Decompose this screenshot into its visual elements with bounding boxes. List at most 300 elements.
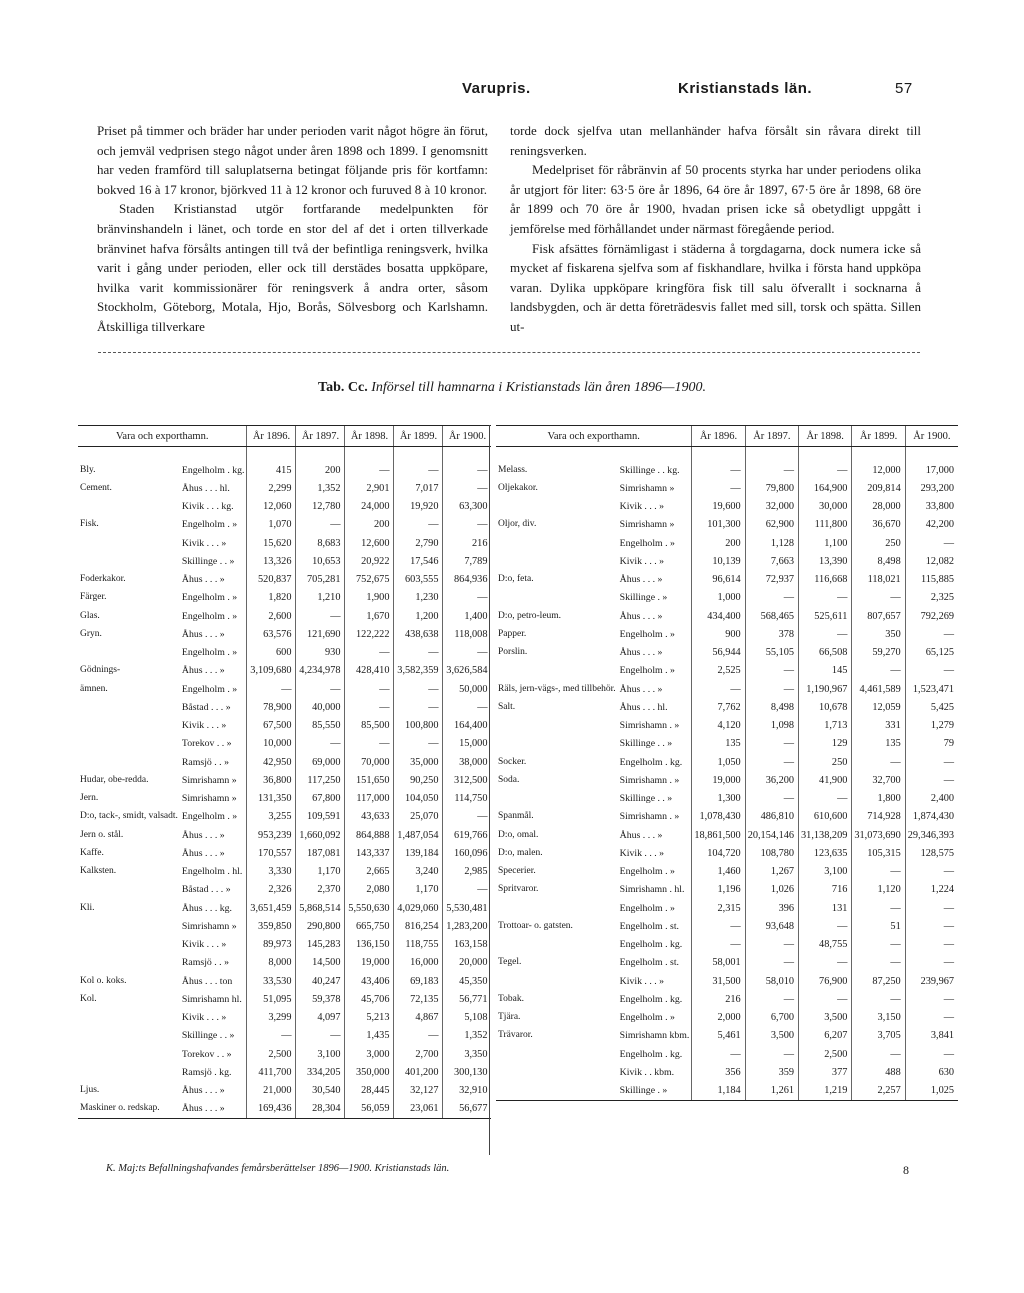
value-cell: 1,713 xyxy=(799,717,852,735)
value-cell: — xyxy=(345,698,394,716)
value-cell: 200 xyxy=(345,516,394,534)
spacer-cell xyxy=(443,447,492,462)
value-cell: 164,900 xyxy=(799,479,852,497)
value-cell: — xyxy=(905,990,958,1008)
value-cell: 56,677 xyxy=(443,1100,492,1119)
table-row xyxy=(496,516,958,534)
value-cell: 36,200 xyxy=(745,771,798,789)
value-cell: 145 xyxy=(799,662,852,680)
table-row xyxy=(78,936,491,954)
value-cell: 665,750 xyxy=(345,917,394,935)
goods-cell: D:o, feta. xyxy=(498,574,534,585)
value-cell: — xyxy=(852,990,905,1008)
table-row xyxy=(78,881,491,899)
value-cell: 600 xyxy=(247,644,296,662)
table-row xyxy=(78,607,491,625)
table-row xyxy=(496,863,958,881)
goods-cell: Gödnings- xyxy=(80,665,121,676)
table-row xyxy=(496,936,958,954)
table-row xyxy=(496,808,958,826)
value-cell: — xyxy=(745,589,798,607)
port-cell: Engelholm . st. xyxy=(619,920,679,932)
value-cell: 128,575 xyxy=(905,844,958,862)
value-cell: 4,234,978 xyxy=(296,662,345,680)
value-cell: 32,127 xyxy=(394,1082,443,1100)
value-cell: 3,100 xyxy=(799,863,852,881)
port-cell: Skillinge . » xyxy=(618,1082,692,1101)
value-cell: — xyxy=(852,589,905,607)
port-cell: Engelholm . » xyxy=(619,537,675,549)
value-cell: 28,304 xyxy=(296,1100,345,1119)
value-cell: 72,937 xyxy=(745,571,798,589)
value-cell: — xyxy=(247,1027,296,1045)
value-cell: 716 xyxy=(799,881,852,899)
goods-cell xyxy=(496,589,618,607)
value-cell: — xyxy=(905,662,958,680)
table-row xyxy=(496,607,958,625)
value-cell: — xyxy=(296,1027,345,1045)
value-cell: 48,755 xyxy=(799,936,852,954)
paragraph: Medelpriset för råbränvin af 50 procents styrka har under periodens olika år utgjort för liter: 63·5 öre år 1896, 64 öre år 1897, 67·5 öre år 1898, 68 öre år 1899 och 70 öre år 1900, hvadan prisen icke så obetydligt uppgått i jemförelse med förhållandet under närmast föregående period. xyxy=(510,162,921,236)
value-cell: 3,299 xyxy=(247,1009,296,1027)
value-cell: 12,059 xyxy=(852,698,905,716)
value-cell: 2,299 xyxy=(247,479,296,497)
goods-cell xyxy=(496,899,618,917)
value-cell: 2,326 xyxy=(247,881,296,899)
value-cell: 428,410 xyxy=(345,662,394,680)
value-cell: 19,920 xyxy=(394,498,443,516)
spacer-row xyxy=(78,447,491,462)
goods-cell xyxy=(78,735,180,753)
value-cell: 807,657 xyxy=(852,607,905,625)
table-row xyxy=(496,644,958,662)
value-cell: 705,281 xyxy=(296,571,345,589)
value-cell: 6,700 xyxy=(745,1009,798,1027)
goods-cell: Oljekakor. xyxy=(498,482,538,493)
value-cell: 12,060 xyxy=(247,498,296,516)
port-cell: Kivik . . . » xyxy=(619,555,665,567)
value-cell: 18,861,500 xyxy=(692,826,745,844)
value-cell: 170,557 xyxy=(247,844,296,862)
paragraph: torde dock sjelfva utan mellanhänder hafva försålt sin råvara direkt till reningsverken. xyxy=(510,123,921,158)
value-cell: — xyxy=(852,936,905,954)
value-cell: 3,350 xyxy=(443,1045,492,1063)
goods-cell: D:o, tack-, smidt, valsadt. xyxy=(80,811,178,822)
goods-cell: Trottoar- o. gatsten. xyxy=(498,920,573,931)
table-row xyxy=(78,1063,491,1081)
value-cell: 17,000 xyxy=(905,461,958,479)
table-row xyxy=(78,534,491,552)
value-cell: 19,000 xyxy=(345,954,394,972)
col-header-1899: År 1899. xyxy=(852,426,905,447)
value-cell: 136,150 xyxy=(345,936,394,954)
value-cell: 42,950 xyxy=(247,753,296,771)
value-cell: 250 xyxy=(852,534,905,552)
value-cell: — xyxy=(692,917,745,935)
value-cell: — xyxy=(799,790,852,808)
table-row xyxy=(78,826,491,844)
port-cell: Engelholm . st. xyxy=(619,957,679,969)
table-row xyxy=(496,680,958,698)
value-cell: 1,670 xyxy=(345,607,394,625)
table-row xyxy=(78,808,491,826)
table-row xyxy=(78,863,491,881)
paragraph: Fisk afsättes förnämligast i städerna å torgdagarna, dock numera icke så mycket af fiskarena sjelfva som af fiskhandlare, hvilka i första hand uppköpa varan. Dylika uppköpare kringföra fisk till salu öfverallt i socknarna å landsbygden, och är detta företrädesvis fallet med sill, torsk och spätta. Sillen ut- xyxy=(510,240,921,334)
value-cell: 30,000 xyxy=(799,498,852,516)
value-cell: 200 xyxy=(296,461,345,479)
table-row xyxy=(496,899,958,917)
value-cell: 350 xyxy=(852,625,905,643)
value-cell: 21,000 xyxy=(247,1082,296,1100)
value-cell: 139,184 xyxy=(394,844,443,862)
value-cell: 5,550,630 xyxy=(345,899,394,917)
value-cell: 300,130 xyxy=(443,1063,492,1081)
value-cell: — xyxy=(394,735,443,753)
value-cell: 568,465 xyxy=(745,607,798,625)
value-cell: — xyxy=(296,607,345,625)
value-cell: 10,678 xyxy=(799,698,852,716)
value-cell: — xyxy=(345,680,394,698)
value-cell: 56,059 xyxy=(345,1100,394,1119)
table-row xyxy=(496,534,958,552)
left-table xyxy=(78,425,491,1119)
value-cell: 151,650 xyxy=(345,771,394,789)
goods-cell: Spritvaror. xyxy=(498,884,539,895)
value-cell: 610,600 xyxy=(799,808,852,826)
right-table xyxy=(496,425,958,1101)
value-cell: 23,061 xyxy=(394,1100,443,1119)
value-cell: — xyxy=(443,461,492,479)
port-cell: Kivik . . . » xyxy=(619,501,665,513)
goods-cell xyxy=(78,717,180,735)
value-cell: 1,279 xyxy=(905,717,958,735)
value-cell: 520,837 xyxy=(247,571,296,589)
port-cell: Torekov . . » xyxy=(181,1048,232,1060)
value-cell: 1,210 xyxy=(296,589,345,607)
table-row xyxy=(496,735,958,753)
port-cell: Engelholm . » xyxy=(619,1012,675,1024)
value-cell: — xyxy=(345,461,394,479)
table-row xyxy=(78,771,491,789)
value-cell: 3,109,680 xyxy=(247,662,296,680)
goods-cell xyxy=(496,534,618,552)
value-cell: 5,868,514 xyxy=(296,899,345,917)
value-cell: 90,250 xyxy=(394,771,443,789)
value-cell: 3,150 xyxy=(852,1009,905,1027)
value-cell: — xyxy=(852,662,905,680)
value-cell: 160,096 xyxy=(443,844,492,862)
port-cell: Engelholm . » xyxy=(181,519,238,531)
port-cell: Simrishamn » xyxy=(181,774,237,786)
value-cell: 7,762 xyxy=(692,698,745,716)
value-cell: 117,000 xyxy=(345,790,394,808)
value-cell: 114,750 xyxy=(443,790,492,808)
table-row xyxy=(78,735,491,753)
value-cell: 930 xyxy=(296,644,345,662)
port-cell: Kivik . . kbm. xyxy=(619,1066,675,1078)
goods-cell xyxy=(496,790,618,808)
col-header-1896: År 1896. xyxy=(692,426,745,447)
table-row xyxy=(496,589,958,607)
value-cell: 714,928 xyxy=(852,808,905,826)
value-cell: 1,026 xyxy=(745,881,798,899)
table-row xyxy=(78,589,491,607)
value-cell: 2,500 xyxy=(799,1045,852,1063)
value-cell: 1,820 xyxy=(247,589,296,607)
value-cell: 62,900 xyxy=(745,516,798,534)
value-cell: — xyxy=(345,735,394,753)
goods-cell: Kaffe. xyxy=(80,847,104,858)
port-cell: Kivik . . . » xyxy=(181,1012,227,1024)
value-cell: 8,498 xyxy=(852,552,905,570)
value-cell: 163,158 xyxy=(443,936,492,954)
value-cell: 31,073,690 xyxy=(852,826,905,844)
value-cell: 8,000 xyxy=(247,954,296,972)
col-header-1898: År 1898. xyxy=(799,426,852,447)
value-cell: — xyxy=(296,680,345,698)
value-cell: 1,283,200 xyxy=(443,917,492,935)
value-cell: — xyxy=(745,735,798,753)
value-cell: 101,300 xyxy=(692,516,745,534)
port-cell: Torekov . . » xyxy=(181,738,232,750)
value-cell: — xyxy=(443,516,492,534)
value-cell: 4,120 xyxy=(692,717,745,735)
port-cell: Simrishamn » xyxy=(181,920,237,932)
value-cell: — xyxy=(799,461,852,479)
value-cell: 143,337 xyxy=(345,844,394,862)
port-cell: Skillinge . . » xyxy=(181,555,235,567)
value-cell: 79 xyxy=(905,735,958,753)
value-cell: 56,944 xyxy=(692,644,745,662)
value-cell: — xyxy=(247,680,296,698)
port-cell: Simrishamn . » xyxy=(619,811,680,823)
value-cell: 2,325 xyxy=(905,589,958,607)
value-cell: 5,108 xyxy=(443,1009,492,1027)
value-cell: 4,867 xyxy=(394,1009,443,1027)
goods-cell: Specerier. xyxy=(498,866,536,877)
table-row xyxy=(496,917,958,935)
value-cell: — xyxy=(394,516,443,534)
value-cell: 123,635 xyxy=(799,844,852,862)
value-cell: 411,700 xyxy=(247,1063,296,1081)
value-cell: 1,170 xyxy=(394,881,443,899)
value-cell: 4,097 xyxy=(296,1009,345,1027)
value-cell: 1,184 xyxy=(692,1082,745,1101)
value-cell: 135 xyxy=(852,735,905,753)
goods-cell: Fisk. xyxy=(80,519,99,530)
value-cell: — xyxy=(394,461,443,479)
value-cell: 85,550 xyxy=(296,717,345,735)
value-cell: 108,780 xyxy=(745,844,798,862)
spacer-cell xyxy=(247,447,296,462)
port-cell: Skillinge . . » xyxy=(619,738,673,750)
goods-cell: Porslin. xyxy=(498,647,528,658)
value-cell: 2,901 xyxy=(345,479,394,497)
value-cell: 109,591 xyxy=(296,808,345,826)
port-cell: Simrishamn hl. xyxy=(181,993,242,1005)
table-row xyxy=(496,1009,958,1027)
goods-cell: Spanmål. xyxy=(498,811,534,822)
value-cell: 169,436 xyxy=(247,1100,296,1119)
value-cell: 131,350 xyxy=(247,790,296,808)
port-cell: Åhus . . . » xyxy=(619,829,663,841)
value-cell: 187,081 xyxy=(296,844,345,862)
value-cell: 7,789 xyxy=(443,552,492,570)
value-cell: 2,500 xyxy=(247,1045,296,1063)
value-cell: 603,555 xyxy=(394,571,443,589)
goods-cell: Kol o. koks. xyxy=(80,975,127,986)
value-cell: 377 xyxy=(799,1063,852,1081)
port-cell: Åhus . . . » xyxy=(181,665,225,677)
value-cell: 250 xyxy=(799,753,852,771)
value-cell: 16,000 xyxy=(394,954,443,972)
value-cell: 816,254 xyxy=(394,917,443,935)
port-cell: Ramsjö . . » xyxy=(181,957,229,969)
value-cell: — xyxy=(852,899,905,917)
value-cell: 1,230 xyxy=(394,589,443,607)
value-cell: 25,070 xyxy=(394,808,443,826)
value-cell: 1,100 xyxy=(799,534,852,552)
value-cell: 5,461 xyxy=(692,1027,745,1045)
goods-cell: Foderkakor. xyxy=(80,574,126,585)
value-cell: — xyxy=(745,990,798,1008)
value-cell: 630 xyxy=(905,1063,958,1081)
value-cell: 87,250 xyxy=(852,972,905,990)
value-cell: 33,800 xyxy=(905,498,958,516)
col-header-goods: Vara och exporthamn. xyxy=(496,426,692,447)
value-cell: 50,000 xyxy=(443,680,492,698)
value-cell: 1,660,092 xyxy=(296,826,345,844)
value-cell: 111,800 xyxy=(799,516,852,534)
value-cell: 792,269 xyxy=(905,607,958,625)
value-cell: 7,017 xyxy=(394,479,443,497)
value-cell: 40,000 xyxy=(296,698,345,716)
value-cell: 19,600 xyxy=(692,498,745,516)
value-cell: 164,400 xyxy=(443,717,492,735)
value-cell: — xyxy=(394,698,443,716)
goods-cell: Räls, jern-vägs-, med tillbehör. xyxy=(498,683,616,694)
table-row xyxy=(496,972,958,990)
goods-cell: Hudar, obe-redda. xyxy=(80,774,149,785)
value-cell: 1,196 xyxy=(692,881,745,899)
value-cell: 331 xyxy=(852,717,905,735)
value-cell: — xyxy=(745,662,798,680)
value-cell: 900 xyxy=(692,625,745,643)
value-cell: 19,000 xyxy=(692,771,745,789)
spacer-cell xyxy=(296,447,345,462)
table-row xyxy=(496,790,958,808)
source-footnote: K. Maj:ts Befallningshafvandes femårsberättelser 1896—1900. Kristianstads län. xyxy=(106,1163,450,1174)
value-cell: 76,900 xyxy=(799,972,852,990)
value-cell: 13,326 xyxy=(247,552,296,570)
table-row xyxy=(78,479,491,497)
table-row xyxy=(78,698,491,716)
value-cell: 135 xyxy=(692,735,745,753)
table-row xyxy=(78,1027,491,1045)
goods-cell xyxy=(496,662,618,680)
value-cell: 619,766 xyxy=(443,826,492,844)
port-cell: Åhus . . . » xyxy=(619,610,663,622)
value-cell: — xyxy=(443,479,492,497)
value-cell: — xyxy=(692,479,745,497)
table-row xyxy=(78,954,491,972)
col-header-1898: År 1898. xyxy=(345,426,394,447)
value-cell: 36,670 xyxy=(852,516,905,534)
value-cell: 1,025 xyxy=(905,1082,958,1101)
table-row xyxy=(496,717,958,735)
port-cell: Engelholm . » xyxy=(181,683,238,695)
value-cell: 525,611 xyxy=(799,607,852,625)
goods-cell: Tobak. xyxy=(498,993,524,1004)
value-cell: 200 xyxy=(692,534,745,552)
table-row xyxy=(496,771,958,789)
col-header-1897: År 1897. xyxy=(296,426,345,447)
value-cell: 1,300 xyxy=(692,790,745,808)
table-title xyxy=(0,380,1024,396)
value-cell: 3,651,459 xyxy=(247,899,296,917)
value-cell: 1,523,471 xyxy=(905,680,958,698)
port-cell: Engelholm . kg. xyxy=(619,1048,683,1060)
port-cell: Kivik . . . » xyxy=(181,720,227,732)
value-cell: 1,352 xyxy=(296,479,345,497)
value-cell: 32,000 xyxy=(745,498,798,516)
table-row xyxy=(496,698,958,716)
table-row xyxy=(78,571,491,589)
table-row xyxy=(78,990,491,1008)
table-caption: Införsel till hamnarna i Kristianstads län åren 1896—1900. xyxy=(371,380,706,395)
value-cell: 122,222 xyxy=(345,625,394,643)
value-cell: 1,874,430 xyxy=(905,808,958,826)
goods-cell xyxy=(496,1082,618,1101)
value-cell: 3,582,359 xyxy=(394,662,443,680)
value-cell: 2,080 xyxy=(345,881,394,899)
value-cell: 2,400 xyxy=(905,790,958,808)
value-cell: 43,633 xyxy=(345,808,394,826)
value-cell: 216 xyxy=(692,990,745,1008)
table-row xyxy=(496,479,958,497)
value-cell: 28,445 xyxy=(345,1082,394,1100)
port-cell: Åhus . . . » xyxy=(180,1100,247,1119)
goods-cell xyxy=(78,498,180,516)
value-cell: 216 xyxy=(443,534,492,552)
value-cell: 1,224 xyxy=(905,881,958,899)
port-cell: Engelholm . » xyxy=(619,866,675,878)
value-cell: 290,800 xyxy=(296,917,345,935)
value-cell: 293,200 xyxy=(905,479,958,497)
value-cell: 63,300 xyxy=(443,498,492,516)
value-cell: 1,400 xyxy=(443,607,492,625)
value-cell: 5,530,481 xyxy=(443,899,492,917)
goods-cell xyxy=(78,698,180,716)
port-cell: Engelholm . » xyxy=(181,811,238,823)
port-cell: Åhus . . . hl. xyxy=(619,701,668,713)
port-cell: Kivik . . . kg. xyxy=(181,501,234,513)
table-row xyxy=(496,552,958,570)
value-cell: — xyxy=(443,644,492,662)
port-cell: Engelholm . hl. xyxy=(181,866,243,878)
value-cell: 488 xyxy=(852,1063,905,1081)
value-cell: 35,000 xyxy=(394,753,443,771)
value-cell: 96,614 xyxy=(692,571,745,589)
value-cell: 7,663 xyxy=(745,552,798,570)
value-cell: 1,050 xyxy=(692,753,745,771)
value-cell: 45,350 xyxy=(443,972,492,990)
value-cell: — xyxy=(443,881,492,899)
value-cell: — xyxy=(692,680,745,698)
goods-cell: Gryn. xyxy=(80,628,102,639)
table-row xyxy=(78,516,491,534)
value-cell: 59,378 xyxy=(296,990,345,1008)
